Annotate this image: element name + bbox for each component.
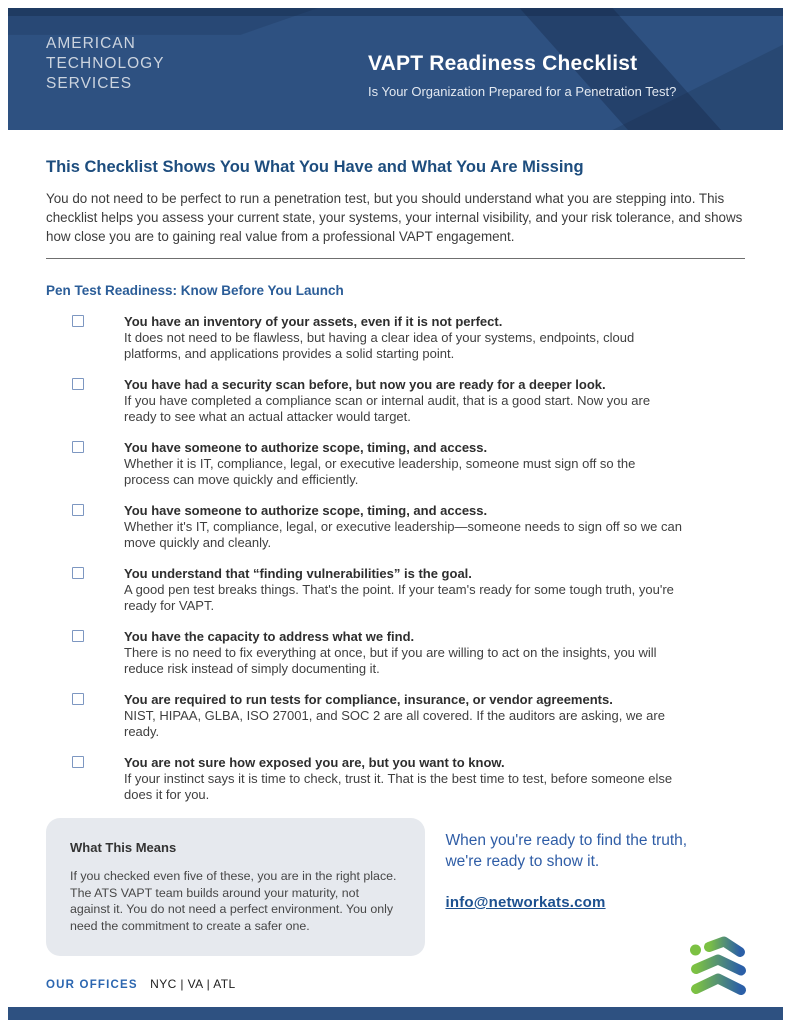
offices-value: NYC | VA | ATL [150,977,236,991]
ats-chevron-logo-icon [688,933,748,1001]
page-title: VAPT Readiness Checklist [368,52,638,75]
intro-paragraph: You do not need to be perfect to run a penetration test, but you should understand what you are stepping into. This checklist helps you assess your current state, your systems, your internal visibility, and your risk tolerance, and shows how close you are to gaining real value from a professional VAPT engagement. [46,191,743,244]
summary-box [46,818,425,956]
checklist-section-heading: Pen Test Readiness: Know Before You Launch [46,283,344,298]
checklist-item-text [124,503,684,551]
checklist-item [46,440,745,488]
checklist-item-title: You are required to run tests for compliance, insurance, or vendor agreements. [124,692,613,707]
checklist-item [46,566,745,614]
checklist-item-title: You have an inventory of your assets, even if it is not perfect. [124,314,503,329]
logo-line: TECHNOLOGY [46,55,165,72]
bottom-section [46,818,745,956]
checkbox[interactable] [72,441,84,453]
checklist-item-text [124,692,684,740]
header-band [8,8,783,130]
checklist-items [46,314,745,803]
checklist-item-text [124,629,684,677]
checklist-item-description: Whether it's IT, compliance, legal, or executive leadership—someone needs to sign off so we can move quickly and cleanly. [124,519,682,550]
checklist-item-description: If your instinct says it is time to check, trust it. That is the best time to test, before someone else does it for you. [124,771,673,802]
checkbox[interactable] [72,315,84,327]
company-logo-text [46,34,165,94]
checklist-item-title: You have someone to authorize scope, timing, and access. [124,503,488,518]
divider-rule [46,258,745,259]
checklist-item [46,629,745,677]
checklist-item-text [124,440,684,488]
checkbox[interactable] [72,567,84,579]
checklist-item-title: You have the capacity to address what we find. [124,629,415,644]
page-subtitle: Is Your Organization Prepared for a Penetration Test? [368,84,677,99]
contact-email-link[interactable]: info@networkats.com [445,894,606,911]
checklist-item-text [124,377,684,425]
checklist-item-text [124,314,684,362]
main-content [46,157,745,956]
summary-box-title: What This Means [70,840,177,855]
checkbox[interactable] [72,693,84,705]
checklist-item-description: A good pen test breaks things. That's the point. If your team's ready for some tough truth, you're ready for VAPT. [124,582,674,613]
checklist-item-description: Whether it is IT, compliance, legal, or executive leadership, someone must sign off so the process can move quickly and efficiently. [124,456,636,487]
checklist-item-description: It does not need to be flawless, but having a clear idea of your systems, endpoints, cloud platforms, and applications provides a solid starting point. [124,330,635,361]
logo-line: SERVICES [46,75,133,92]
offices-line [46,977,236,991]
checklist-item-description: NIST, HIPAA, GLBA, ISO 27001, and SOC 2 are all covered. If the auditors are asking, we are ready. [124,708,665,739]
footer-band [8,1007,783,1020]
logo-line: AMERICAN [46,35,136,52]
checklist-item-title: You have had a security scan before, but now you are ready for a deeper look. [124,377,606,392]
checklist-item [46,314,745,362]
offices-label: OUR OFFICES [46,979,138,991]
summary-box-body: If you checked even five of these, you are in the right place. The ATS VAPT team builds around your maturity, not against it. You do not need a perfect environment. You only need the commitment to create a safer one. [70,869,397,933]
checkbox[interactable] [72,378,84,390]
checkbox[interactable] [72,756,84,768]
checklist-item-text [124,566,684,614]
checklist-item [46,692,745,740]
checkbox[interactable] [72,504,84,516]
header-copy [368,52,676,99]
checklist-item-title: You are not sure how exposed you are, but you want to know. [124,755,505,770]
checklist-item [46,503,745,551]
cta-line-1: When you're ready to find the truth, [445,832,688,849]
checklist-item-text [124,755,684,803]
checklist-item [46,755,745,803]
checklist-item-title: You have someone to authorize scope, timing, and access. [124,440,488,455]
checklist-item-description: There is no need to fix everything at once, but if you are willing to act on the insights, you will reduce risk instead of simply documenting it. [124,645,657,676]
cta-line-2: we're ready to show it. [445,853,600,870]
checkbox[interactable] [72,630,84,642]
checklist-item-title: You understand that “finding vulnerabilities” is the goal. [124,566,472,581]
checklist-item-description: If you have completed a compliance scan or internal audit, that is a good start. Now you are ready to see what an actual attacker would target. [124,393,651,424]
checklist-item [46,377,745,425]
intro-heading: This Checklist Shows You What You Have and What You Are Missing [46,158,584,176]
